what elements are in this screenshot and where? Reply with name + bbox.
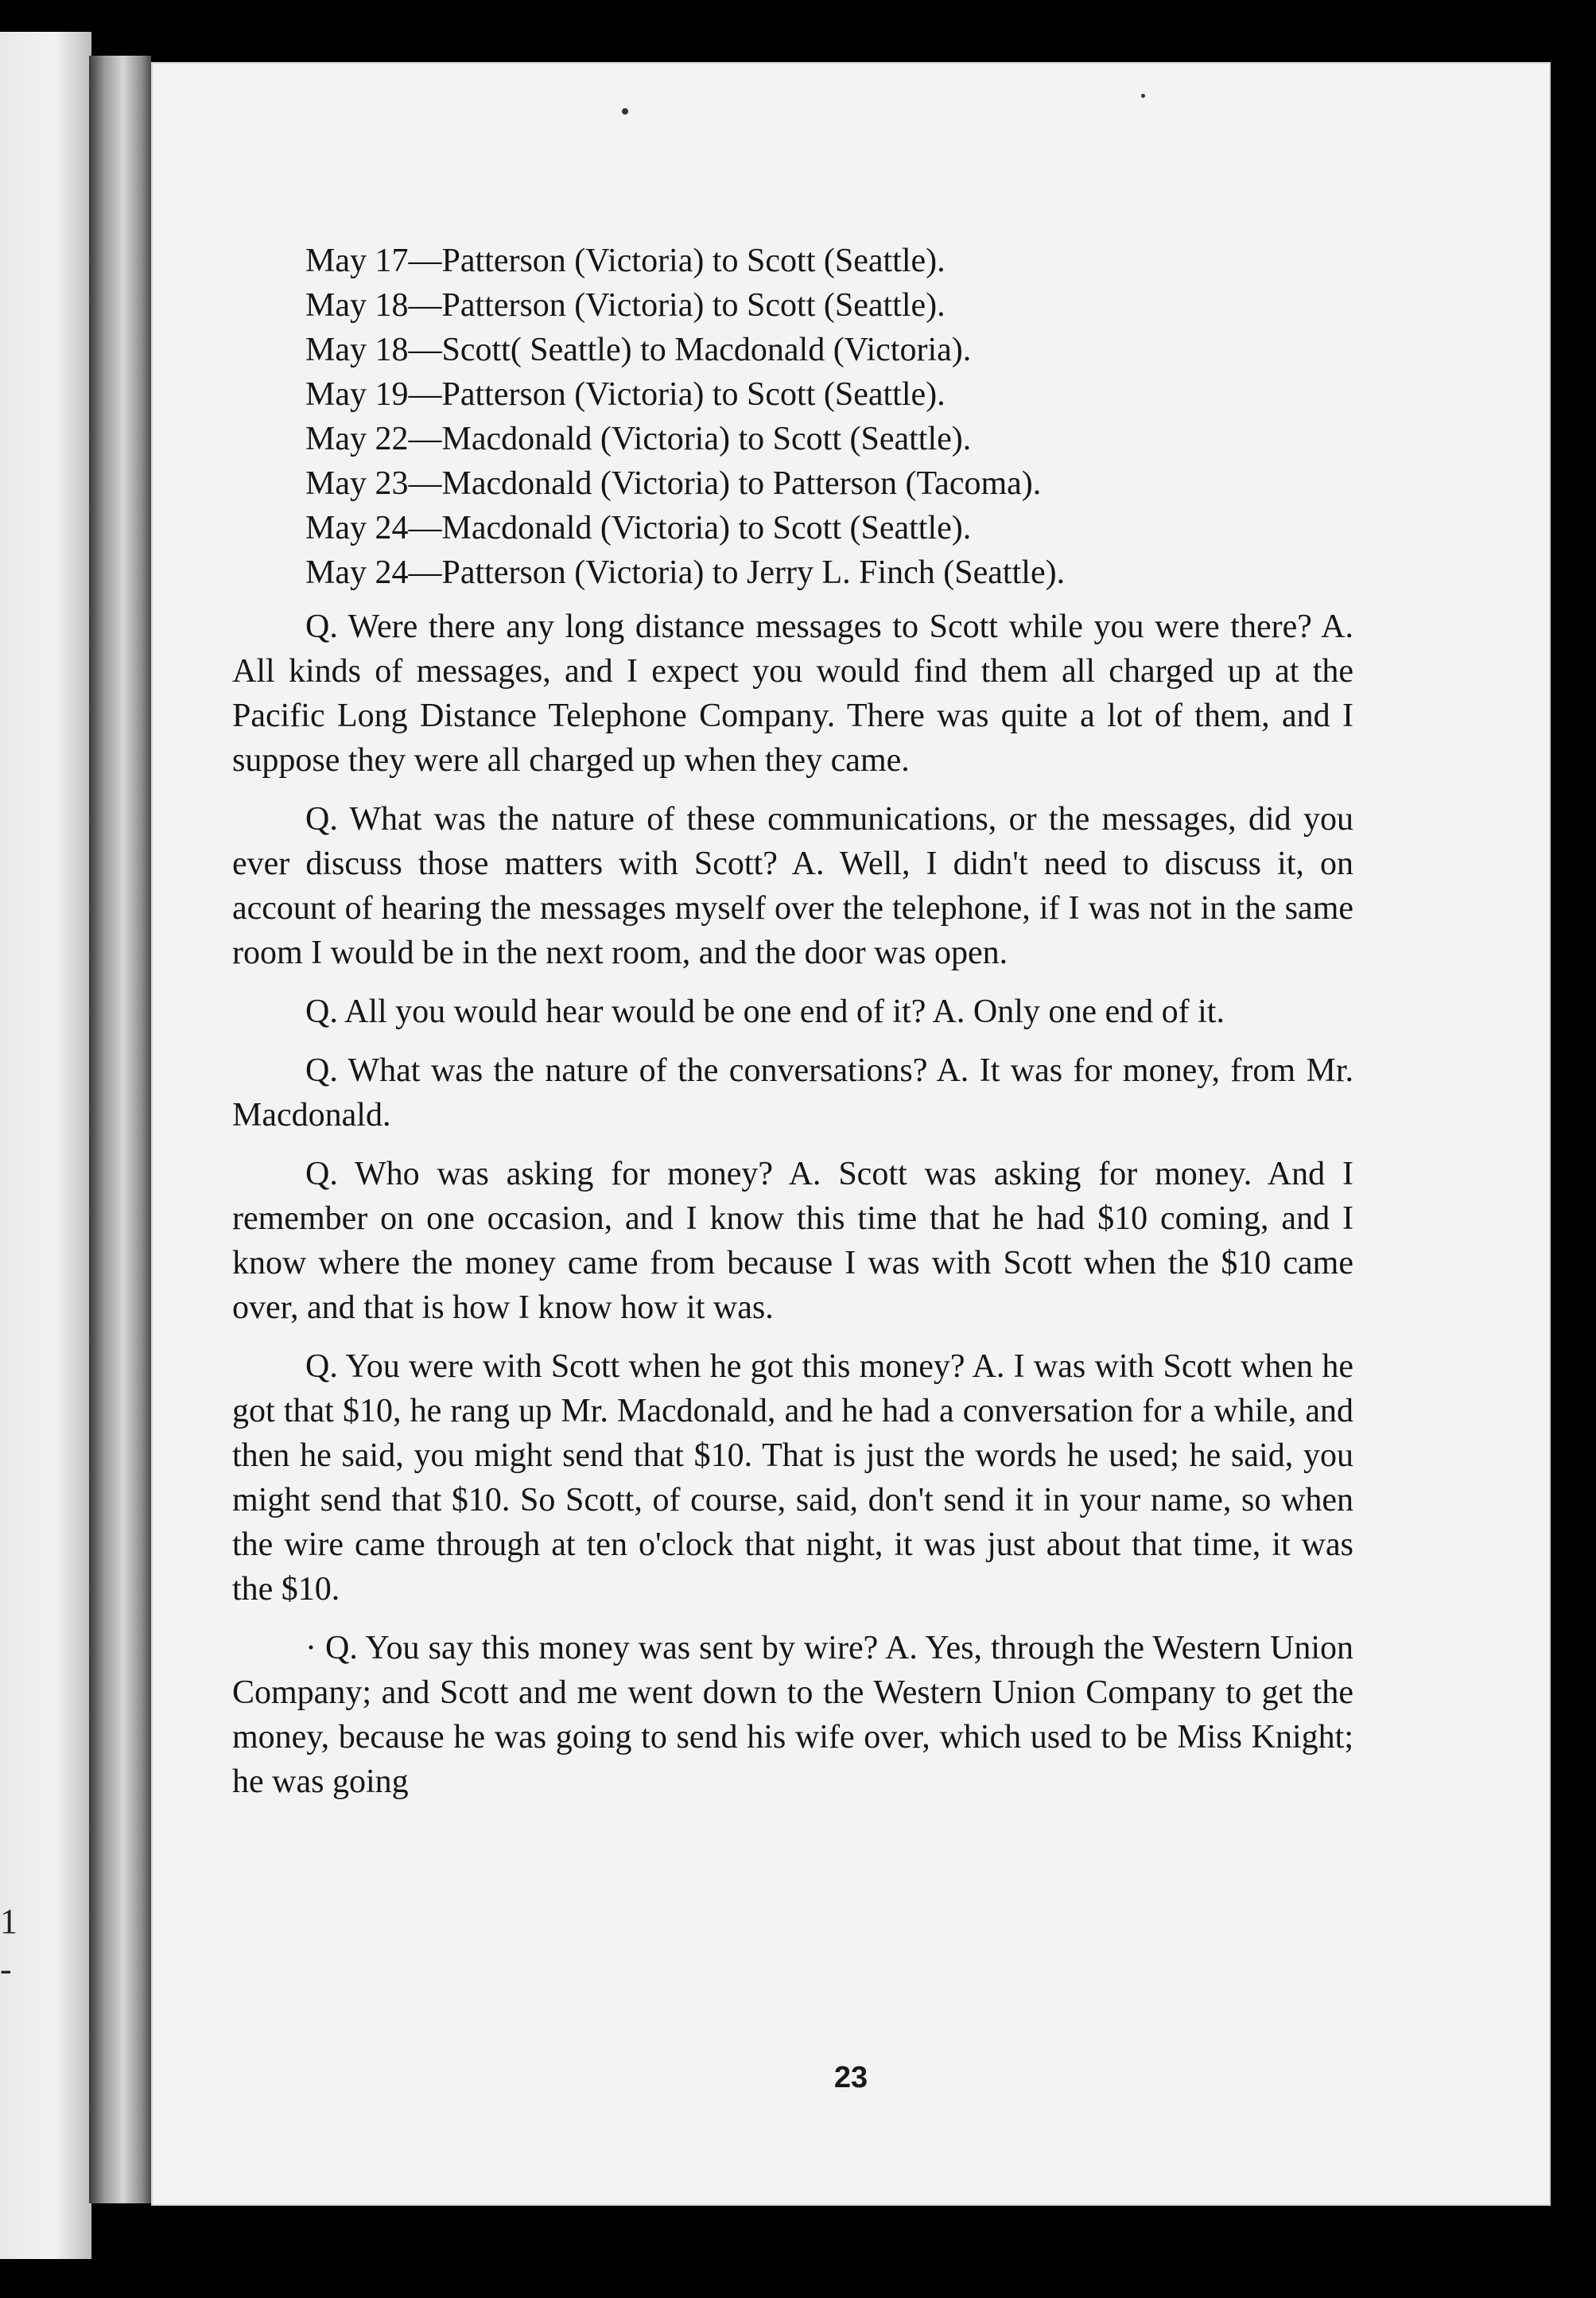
qa-paragraph: Q. All you would hear would be one end of it? A. Only one end of it. (305, 993, 1225, 1030)
call-log (232, 239, 1353, 595)
log-entry: May 18—Scott( Seattle) to Macdonald (Victoria). (305, 332, 972, 368)
page-number: 23 (833, 2061, 868, 2094)
qa-paragraph: Q. You were with Scott when he got this money? A. I was with Scott when he got that $10, he rang up Mr. Macdonald, and he had a conversation for a while, and then he said, you might send that $10. That is just the words he used; he said, you might send that $10. So Scott, of course, said, don't send it in your name, so when the wire came through at ten o'clock that night, it was just about that time, it was the $10. (232, 1348, 1353, 1608)
log-entry: May 24—Patterson (Victoria) to Jerry L. Finch (Seattle). (305, 554, 1066, 591)
qa-paragraph: Q. What was the nature of these communications, or the messages, did you ever discuss those matters with Scott? A. Well, I didn't need to discuss it, on account of hearing the messages myself over the telephone, if I was not in the same room I would be in the next room, and the door was open. (232, 801, 1353, 971)
log-entry: May 24—Macdonald (Victoria) to Scott (Seattle). (305, 510, 972, 546)
log-entry: May 18—Patterson (Victoria) to Scott (Seattle). (305, 287, 946, 324)
qa-paragraph: Q. Were there any long distance messages to Scott while you were there? A. All kinds of messages, and I expect you would find them all charged up at the Pacific Long Distance Telephone Company. There was quite a lot of them, and I suppose they were all charged up when they came. (232, 609, 1353, 779)
margin-mark-1: 1 (0, 1902, 17, 1941)
log-entry: May 22—Macdonald (Victoria) to Scott (Seattle). (305, 421, 972, 457)
log-entry: May 23—Macdonald (Victoria) to Patterson (Tacoma). (305, 465, 1042, 502)
qa-paragraph: Q. Who was asking for money? A. Scott was asking for money. And I remember on one occasion, and I know this time that he had $10 coming, and I know where the money came from because I was with Scott when the $10 came over, and that is how I know how it was. (232, 1156, 1353, 1326)
log-entry: May 19—Patterson (Victoria) to Scott (Seattle). (305, 376, 946, 413)
margin-mark-2: - (0, 1950, 12, 1989)
qa-paragraph: Q. What was the nature of the conversations? A. It was for money, from Mr. Macdonald. (232, 1052, 1353, 1133)
document-page (151, 62, 1551, 2206)
qa-paragraph: · Q. You say this money was sent by wire? A. Yes, through the Western Union Company; and Scott and me went down to the Western Union Company to get the money, because he was going to send his wife over, which used to be Miss Knight; he was going (232, 1630, 1353, 1800)
log-entry: May 17—Patterson (Victoria) to Scott (Seattle). (305, 243, 946, 279)
ink-speck (1141, 94, 1145, 98)
ink-speck (622, 108, 628, 115)
text-body (232, 239, 1353, 1818)
page-gutter (89, 56, 151, 2203)
